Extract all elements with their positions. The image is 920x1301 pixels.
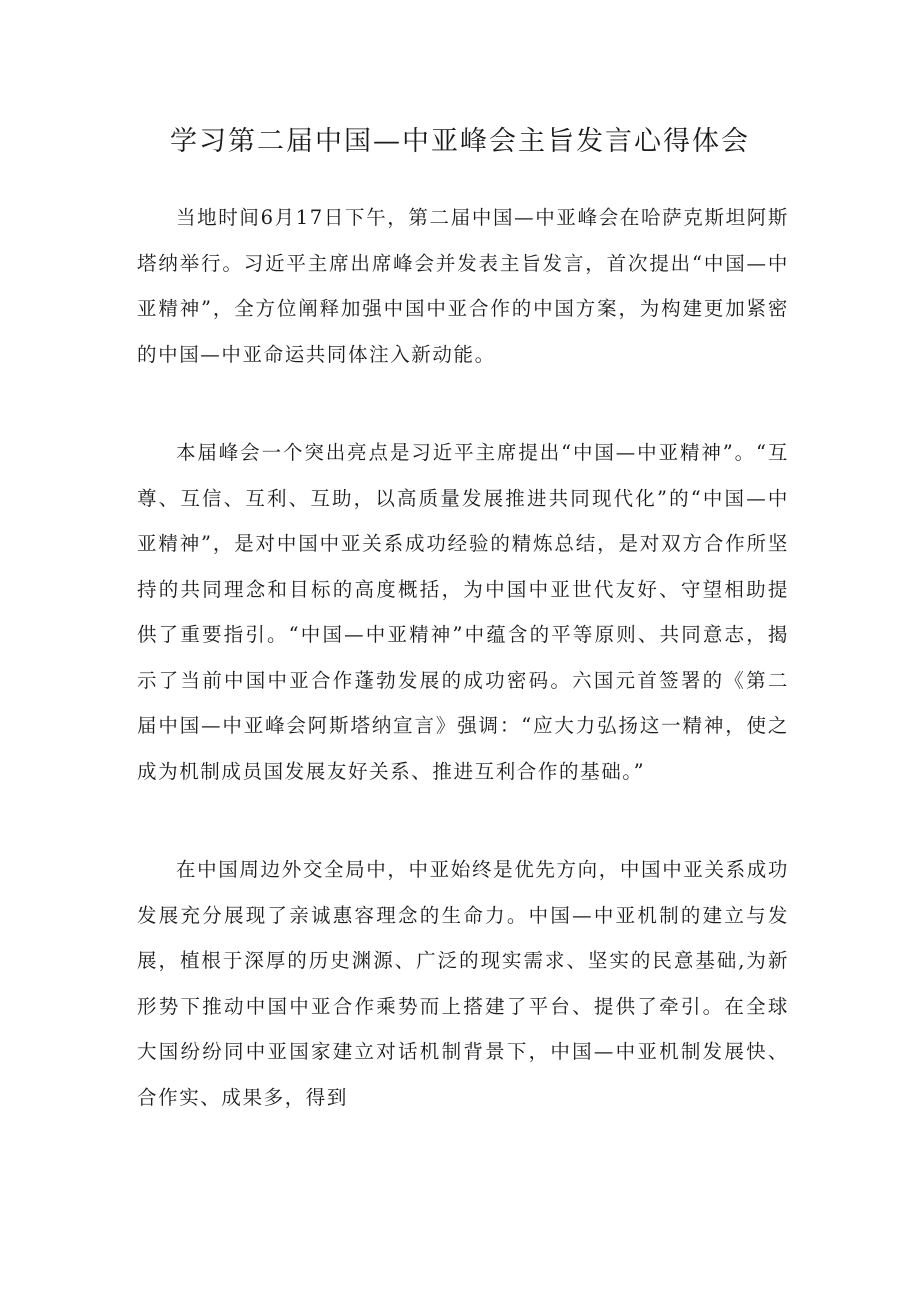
paragraph-2: 本届峰会一个突出亮点是习近平主席提出“中国—中亚精神”。“互尊、互信、互利、互助，以高质量发展推进共同现代化”的“中国—中亚精神”，是对中国中亚关系成功经验的精炼总结，是对双方合作所坚持的共同理念和目标的高度概括，为中国中亚世代友好、守望相助提供了重要指引。“中国—中亚精神”中蕴含的平等原则、共同意志，揭示了当前中国中亚合作蓬勃发展的成功密码。六国元首签署的《第二届中国—中亚峰会阿斯塔纳宣言》强调：“应大力弘扬这一精神，使之成为机制成员国发展友好关系、推进互利合作的基础。” (137, 441, 789, 783)
paragraph-3: 在中国周边外交全局中，中亚始终是优先方向，中国中亚关系成功发展充分展现了亲诚惠容理念的生命力。中国—中亚机制的建立与发展，植根于深厚的历史渊源、广泛的现实需求、坚实的民意基础,为新形势下推动中国中亚合作乘势而上搭建了平台、提供了牵引。在全球大国纷纷同中亚国家建立对话机制背景下，中国—中亚机制发展快、合作实、成果多，得到 (137, 858, 789, 1109)
document-body (137, 195, 789, 1173)
document-title: 学习第二届中国—中亚峰会主旨发言心得体会 (170, 126, 750, 157)
paragraph-1: 当地时间6月17日下午，第二届中国—中亚峰会在哈萨克斯坦阿斯塔纳举行。习近平主席出席峰会并发表主旨发言，首次提出“中国—中亚精神”，全方位阐释加强中国中亚合作的中国方案，为构建更加紧密的中国—中亚命运共同体注入新动能。 (137, 206, 789, 366)
